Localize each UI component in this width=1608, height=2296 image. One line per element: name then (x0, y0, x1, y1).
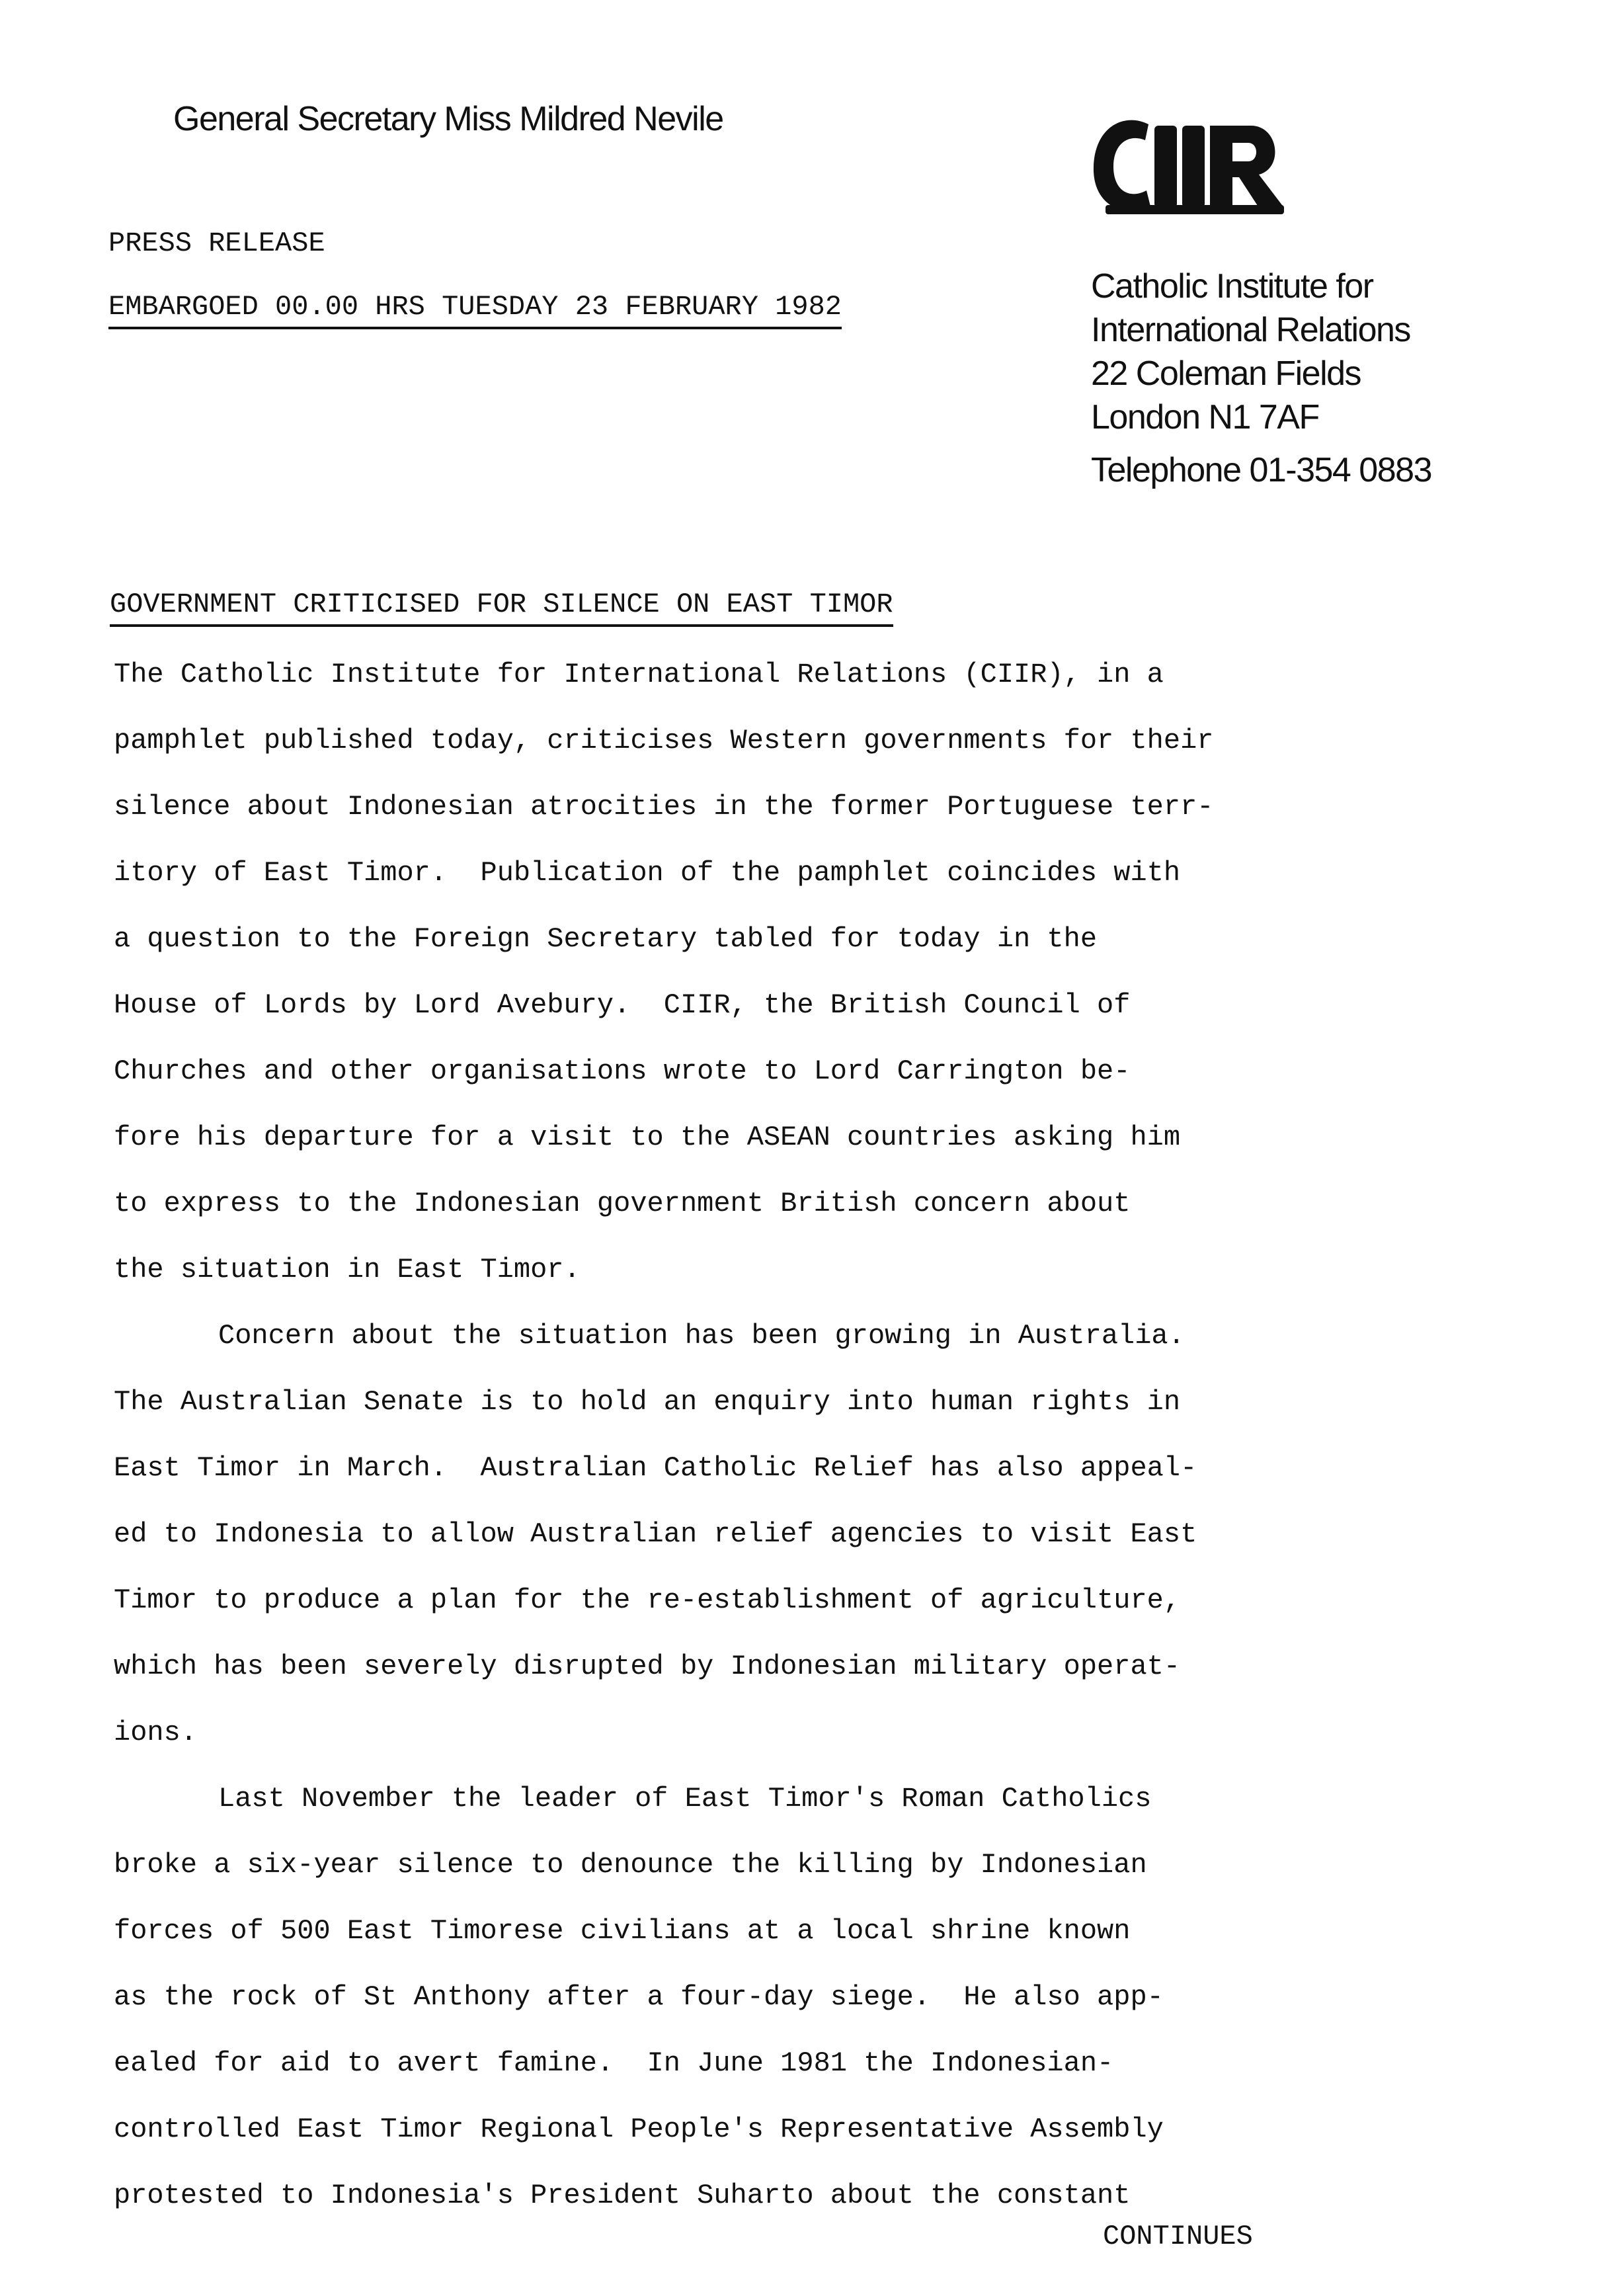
body-line: ed to Indonesia to allow Australian relief agencies to visit East (114, 1518, 1197, 1550)
press-release-label: PRESS RELEASE (108, 227, 325, 259)
general-secretary-line: General Secretary Miss Mildred Nevile (173, 100, 723, 138)
body-line: East Timor in March. Australian Catholic Relief has also appeal- (114, 1452, 1197, 1484)
address-line1: 22 Coleman Fields (1091, 354, 1361, 393)
body-line: silence about Indonesian atrocities in the former Portuguese terr- (114, 791, 1214, 823)
embargo-notice: EMBARGOED 00.00 HRS TUESDAY 23 FEBRUARY 1982 (108, 291, 842, 329)
body-line: ealed for aid to avert famine. In June 1981 the Indonesian- (114, 2047, 1114, 2079)
org-name-line2: International Relations (1091, 311, 1410, 349)
body-line: The Australian Senate is to hold an enquiry into human rights in (114, 1386, 1181, 1418)
body-line: fore his departure for a visit to the ASEAN countries asking him (114, 1122, 1181, 1153)
body-line: which has been severely disrupted by Indonesian military operat- (114, 1651, 1181, 1682)
body-line: itory of East Timor. Publication of the pamphlet coincides with (114, 857, 1181, 889)
body-line: to express to the Indonesian government British concern about (114, 1188, 1131, 1219)
body-line: forces of 500 East Timorese civilians at a local shrine known (114, 1915, 1131, 1947)
body-line: Concern about the situation has been growing in Australia. (218, 1320, 1185, 1352)
body-line: controlled East Timor Regional People's Representative Assembly (114, 2113, 1164, 2145)
address-line2: London N1 7AF (1091, 398, 1319, 436)
body-line: pamphlet published today, criticises Western governments for their (114, 725, 1214, 757)
ciir-logo (1086, 106, 1291, 225)
body-line: ions. (114, 1717, 198, 1748)
body-line: the situation in East Timor. (114, 1254, 581, 1286)
body-line: The Catholic Institute for International Relations (CIIR), in a (114, 659, 1164, 690)
body-line: protested to Indonesia's President Suharto about the constant (114, 2180, 1131, 2211)
body-line: Timor to produce a plan for the re-establishment of agriculture, (114, 1584, 1181, 1616)
org-name-line1: Catholic Institute for (1091, 267, 1373, 306)
body-line: House of Lords by Lord Avebury. CIIR, the British Council of (114, 989, 1131, 1021)
headline: GOVERNMENT CRITICISED FOR SILENCE ON EAST TIMOR (110, 589, 893, 627)
body-line: a question to the Foreign Secretary tabled for today in the (114, 923, 1098, 955)
press-release-body (114, 641, 1502, 2229)
body-line: Churches and other organisations wrote to Lord Carrington be- (114, 1055, 1131, 1087)
telephone: Telephone 01-354 0883 (1091, 451, 1431, 489)
organisation-address-block (1091, 265, 1431, 492)
body-line: as the rock of St Anthony after a four-day siege. He also app- (114, 1981, 1164, 2013)
body-line: broke a six-year silence to denounce the killing by Indonesian (114, 1849, 1147, 1881)
continues-marker: CONTINUES (1103, 2221, 1253, 2252)
body-line: Last November the leader of East Timor's Roman Catholics (218, 1783, 1152, 1815)
